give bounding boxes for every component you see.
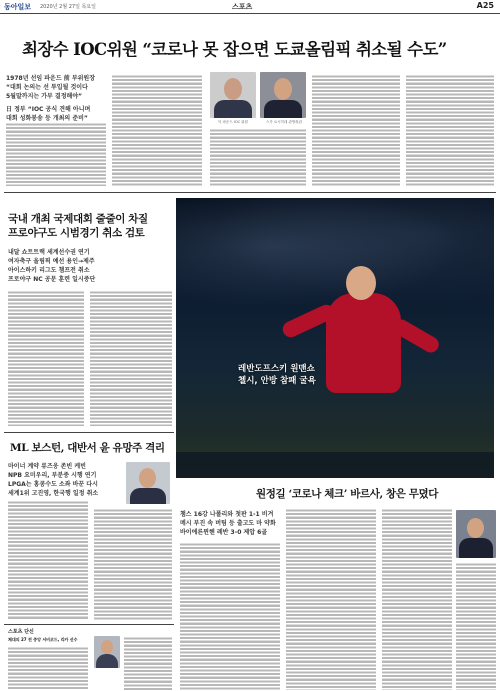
suga-photo [260, 72, 306, 118]
pound-photo [210, 72, 256, 118]
article1-body-col3 [210, 128, 306, 186]
article1-subhead: 대회 성화봉송 등 개최의 준비” [6, 115, 88, 122]
article4-subhead: 메시 부진 속 버팀 등 출고도 마 약화 [180, 520, 276, 527]
briefs-title: 스포츠 단신 [8, 629, 34, 635]
article1-body-col5 [406, 74, 494, 186]
suga-caption: 스가 요시히데 관방장관 [265, 120, 303, 124]
article3-headline: ML 보스턴, 대반서 윤 유망주 격리 [10, 442, 165, 454]
overlay-line: 레반도프스키 원맨쇼 [238, 364, 315, 374]
player-photo [126, 462, 170, 504]
article2-body-col2 [90, 290, 172, 426]
article2-headline [8, 212, 173, 240]
page-number: A25 [476, 1, 494, 10]
briefs-body-col1 [8, 646, 88, 690]
newspaper-logo: 동아일보 [4, 3, 32, 11]
article4-body-col2 [286, 508, 376, 690]
section-divider [4, 624, 174, 625]
article1-subhead: 日 정부 “IOC 공식 견해 아니며 [6, 106, 91, 113]
article2-subhead: 내달 쇼트트랙 세계선수권 연기 [8, 249, 90, 256]
article4-subheads [180, 510, 290, 537]
article4-body-col4 [456, 562, 496, 690]
article4-body-col3 [382, 508, 452, 690]
article4-body-col1 [180, 542, 280, 690]
article1-subhead: 5월말까지는 가부 결정해야” [6, 93, 83, 100]
overlay-line: 첼시, 안방 참패 굴욕 [238, 376, 316, 386]
article1-body-col1 [6, 122, 106, 186]
briefs-item-title: 체대의 27 전 중앙 서비코드, 리카 선수 [8, 637, 78, 642]
article1-subhead: “대회 논의는 선 투입될 것이다 [6, 84, 88, 91]
section-name: 스포츠 [232, 3, 253, 11]
article2-headline-line: 프로야구도 시범경기 취소 검토 [8, 227, 145, 239]
article2-headline-line: 국내 개최 국제대회 줄줄이 차질 [8, 213, 148, 225]
article3-subhead: NPB 요미우리, 부분중 시행 연기 [8, 472, 97, 479]
article1-body-col4 [312, 74, 400, 186]
article3-body-col1 [8, 500, 88, 620]
article1-headline: 최장수 IOC위원 “코로나 못 잡으면 도쿄올림픽 취소될 수도” [22, 40, 447, 59]
article4-headline: 원정길 ‘코로나 체크’ 바르사, 창은 무뎠다 [256, 488, 438, 500]
coach-photo [456, 510, 496, 558]
article2-subhead: 아이스하키 리그도 챔프전 취소 [8, 267, 90, 274]
article2-subhead: 프로야구 NC 공문 훈련 일시중단 [8, 276, 96, 283]
article3-subhead: 세계1위 고진영, 한국행 일정 취소 [8, 490, 99, 497]
article1-subhead: 1978년 선임 파운드 前 부위원장 [6, 75, 96, 82]
section-divider [4, 192, 496, 193]
article3-subhead: LPGA는 홍콩수도 소좌 바꾼 다시 [8, 481, 98, 488]
article4-subhead: 챔스 16강 나폴리와 첫판 1-1 비겨 [180, 511, 274, 518]
article3-subhead: 마이너 계약 류즈웅 존빈 케빈 [8, 463, 86, 470]
section-divider [4, 432, 174, 433]
pound-caption: 딕 파운드 IOC 위원 [218, 120, 248, 124]
main-photo [176, 198, 494, 478]
article2-body-col1 [8, 290, 84, 426]
article1-body-col2 [112, 74, 202, 186]
photo-overlay-text [238, 363, 316, 387]
issue-date: 2020년 2월 27일 목요일 [40, 4, 97, 10]
photo-caption-bar [176, 452, 494, 478]
article2-subheads [8, 248, 103, 284]
article4-subhead: 바이에른뮌헨 레반 3-0 제압 6골 [180, 529, 268, 536]
page-header [0, 0, 500, 14]
briefs-body-col2 [124, 636, 172, 690]
article2-subhead: 여자축구 올림픽 예선 용인→제주 [8, 258, 95, 265]
article1-subheads [6, 74, 106, 123]
article3-subheads [8, 462, 120, 498]
article3-body-col2 [94, 508, 172, 620]
brief-photo [94, 636, 120, 668]
